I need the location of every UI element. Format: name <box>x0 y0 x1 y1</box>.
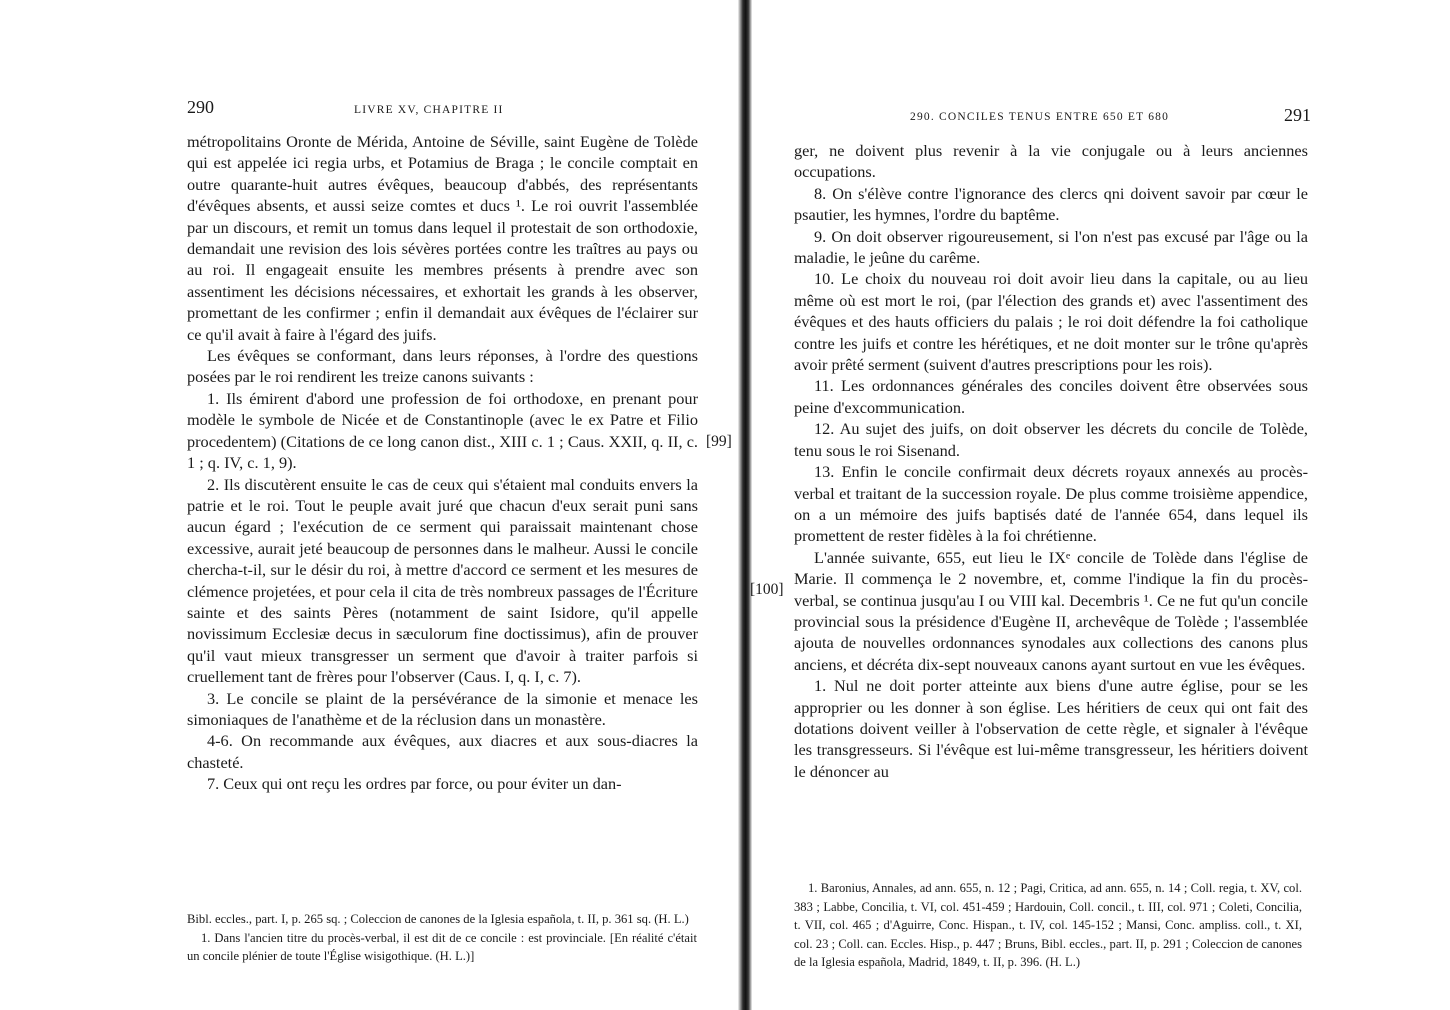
left-paragraph: 7. Ceux qui ont reçu les ordres par force, ou pour éviter un dan- <box>207 774 622 794</box>
right-paragraph: 12. Au sujet des juifs, on doit observer les décrets du concile de Tolède, tenu sous le roi Sisenand. <box>794 419 1308 460</box>
left-footnotes <box>187 910 697 966</box>
right-paragraph: 9. On doit observer rigoureusement, si l'on n'est pas excusé par l'âge ou la maladie, le jeûne du carême. <box>794 226 1308 268</box>
right-paragraph: ger, ne doivent plus revenir à la vie conjugale ou à leurs anciennes occupations. <box>794 141 1308 182</box>
right-paragraph: 1. Nul ne doit porter atteinte aux biens d'une autre église, pour se les approprier ou les donner à son église. Les héritiers de ceux qui ont fait des dotations doivent veiller à l'observation de cette règle, et signaler à l'évêque les transgresseurs. Si l'évêque est lui-même transgresseur, les héritiers doivent le dénoncer au <box>794 676 1308 781</box>
right-page <box>752 0 1450 1010</box>
right-paragraph: 10. Le choix du nouveau roi doit avoir lieu dans la capitale, ou au lieu même où est mort le roi, (par l'élection des grands et) avec l'assentiment des évêques et des hauts officiers du palais ; le roi doit défendre la foi catholique contre les juifs et contre les hérétiques, et ne doit monter sur le trône qu'après avoir prêté serment (suivent d'autres prescriptions pour les rois). <box>794 269 1308 375</box>
right-footnotes <box>794 879 1302 972</box>
left-paragraph: 1. Ils émirent d'abord une profession de foi orthodoxe, en prenant pour modèle le symbole de Nicée et de Constantinople (avec le ex Patre et Filio procedentem) (Citations de ce long canon dist., XIII c. 1 ; Caus. XXII, q. II, c. 1 ; q. IV, c. 1, 9). <box>187 388 698 473</box>
left-body <box>187 131 698 795</box>
left-page-number: 290 <box>187 97 214 117</box>
right-paragraph: L'année suivante, 655, eut lieu le IXᵉ concile de Tolède dans l'église de Marie. Il commença le 2 novembre, et, comme l'indique la fin du procès-verbal, se continua jusqu'au I ou VIII kal. Decembris ¹. Ce ne fut qu'un concile provincial sous la présidence d'Eugène II, archevêque de Tolède ; l'assemblée ajouta de nouvelles ordonnances synodales aux collections des canons plus anciens, et décréta dix-sept nouveaux canons ayant surtout en vue les évêques. <box>794 547 1308 674</box>
left-paragraph: 4-6. On recommande aux évêques, aux diacres et aux sous-diacres la chasteté. <box>187 731 698 772</box>
margin-mark-99: [99] <box>706 433 732 450</box>
right-page-number: 291 <box>1284 105 1311 125</box>
left-running-head: LIVRE XV, CHAPITRE II <box>354 104 504 116</box>
right-footnote: 1. Baronius, Annales, ad ann. 655, n. 12 ; Pagi, Critica, ad ann. 655, n. 14 ; Coll. regia, t. XV, col. 383 ; Labbe, Concilia, t. VI, col. 451-459 ; Hardouin, Coll. concil., t. III, col. 971 ; Coleti, Concilia, t. VII, col. 465 ; d'Aguirre, Conc. Hispan., t. IV, col. 145-152 ; Mansi, Conc. ampliss. coll., t. XI, col. 23 ; Coll. can. Eccles. Hisp., p. 447 ; Bruns, Bibl. eccles., part. II, p. 291 ; Coleccion de canones de la Iglesia española, Madrid, 1849, t. II, p. 396. (H. L.) <box>794 881 1302 969</box>
left-paragraph: Les évêques se conformant, dans leurs réponses, à l'ordre des questions posées par le roi rendirent les treize canons suivants : <box>187 346 698 387</box>
right-paragraph: 11. Les ordonnances générales des conciles doivent être observées sous peine d'excommunication. <box>794 376 1308 417</box>
right-running-head: 290. CONCILES TENUS ENTRE 650 ET 680 <box>910 111 1170 123</box>
right-paragraph: 8. On s'élève contre l'ignorance des clercs qni doivent savoir par cœur le psautier, les hymnes, l'ordre du baptême. <box>794 183 1308 225</box>
margin-mark-100: [100] <box>750 581 784 598</box>
left-paragraph: 3. Le concile se plaint de la persévérance de la simonie et menace les simoniaques de l'anathème et de la réclusion dans un monastère. <box>187 688 698 729</box>
right-body <box>794 140 1308 782</box>
left-paragraph: métropolitains Oronte de Mérida, Antoine de Séville, saint Eugène de Tolède qui est appelée ici regia urbs, et Potamius de Braga ; le concile comptait en outre quarante-huit autres évêques, beaucoup d'abbés, des représentants d'évêques absents, et aussi seize comtes et ducs ¹. Le roi ouvrit l'assemblée par un discours, et remit un tomus dans lequel il protestait de son orthodoxie, demandait une revision des lois sévères portées contre les traîtres au pays ou au roi. Il engageait ensuite les membres présents à prendre avec son assentiment les décisions nécessaires, et exhortait les grands à les observer, promettant de les confirmer ; enfin il demandait aux évêques de l'éclairer sur ce qu'il avait à faire à l'égard des juifs. <box>187 132 698 344</box>
left-footnote: Bibl. eccles., part. I, p. 265 sq. ; Coleccion de canones de la Iglesia española, t. II, p. 361 sq. (H. L.) <box>187 912 689 926</box>
right-paragraph: 13. Enfin le concile confirmait deux décrets royaux annexés au procès-verbal et traitant de la succession royale. De plus comme troisième appendice, on a un mémoire des juifs baptisés daté de l'année 654, dans lequel ils promettent de rester fidèles à la foi chrétienne. <box>794 462 1308 546</box>
left-footnote: 1. Dans l'ancien titre du procès-verbal, il est dit de ce concile : est provinciale. [En réalité c'était un concile plénier de toute l'Église wisigothique. (H. L.)] <box>187 930 697 963</box>
left-paragraph: 2. Ils discutèrent ensuite le cas de ceux qui s'étaient mal conduits envers la patrie et le roi. Tout le peuple avait juré que chacun d'eux serait puni sans aucun égard ; l'exécution de ce serment qui paraissait maintenant chose excessive, aurait jeté beaucoup de personnes dans le malheur. Aussi le concile chercha-t-il, sur le désir du roi, à mettre d'accord ce serment et les mesures de clémence projetées, et pour cela il cita de très nombreux passages de l'Écriture sainte et des saints Pères (notamment de saint Isidore, qu'il appelle novissimum Ecclesiæ decus in sæculorum fine doctissimus), afin de prouver qu'il vaut mieux transgresser un serment que d'avoir à traiter parfois si cruellement tant de frères pour l'observer (Caus. I, q. I, c. 7). <box>187 474 698 687</box>
book-gutter <box>738 0 752 1010</box>
